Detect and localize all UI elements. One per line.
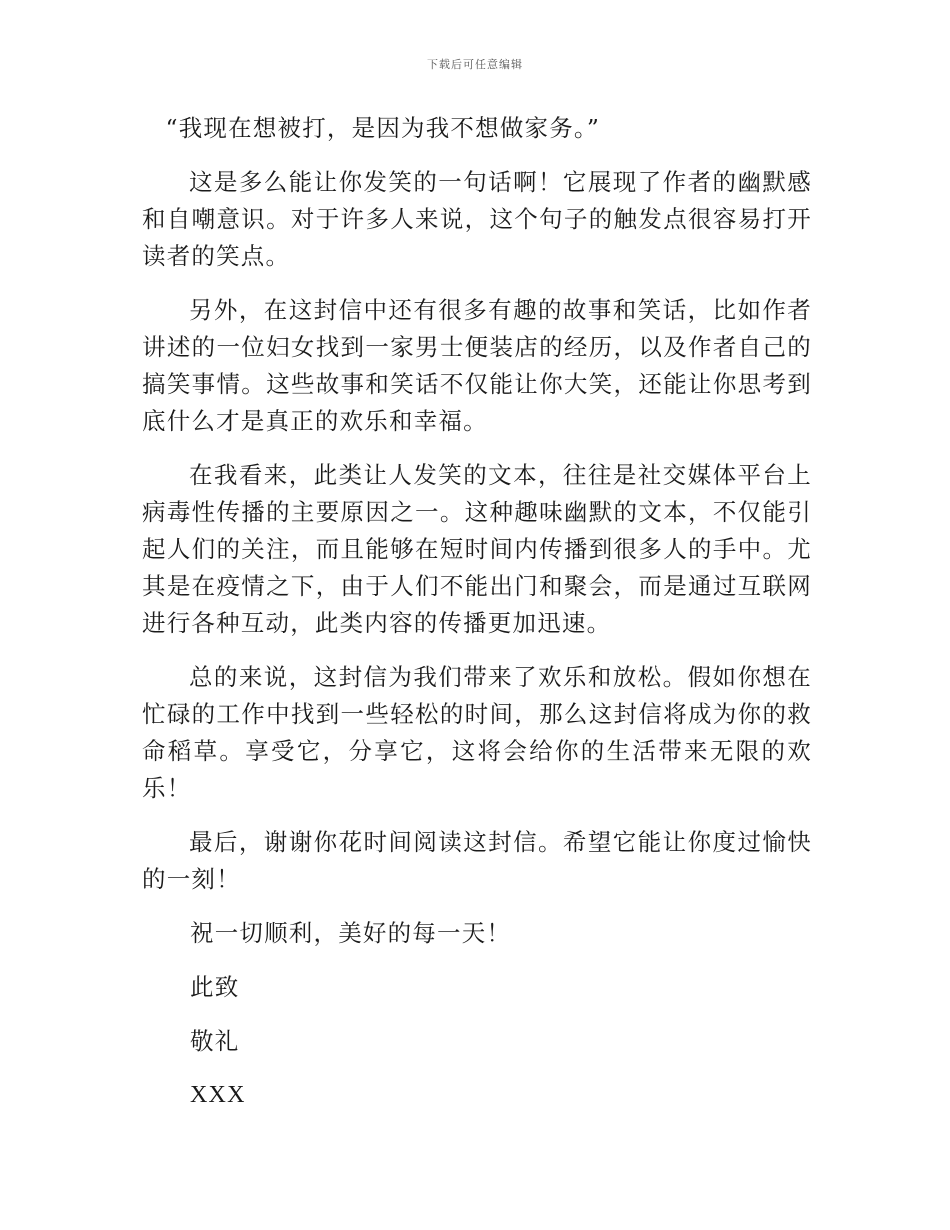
page-header: 下载后可任意编辑 [427,58,523,71]
letter-paragraph: 在我看来，此类让人发笑的文本，往往是社交媒体平台上病毒性传播的主要原因之一。这种趣味幽默的文本，不仅能引起人们的关注，而且能够在短时间内传播到很多人的手中。尤其是在疫情之下，由于人们不能出门和聚会，而是通过互联网进行各种互动，此类内容的传播更加迅速。 [142,461,812,637]
letter-closing-cizhi: 此致 [190,973,240,1001]
letter-paragraph-quote: “我现在想被打，是因为我不想做家务。” [165,114,601,142]
letter-signature: XXX [190,1082,246,1108]
letter-closing-jingli: 敬礼 [190,1027,240,1055]
letter-wishes: 祝一切顺利，美好的每一天！ [190,919,512,947]
letter-paragraph: 这是多么能让你发笑的一句话啊！它展现了作者的幽默感和自嘲意识。对于许多人来说，这个句子的触发点很容易打开读者的笑点。 [142,168,812,270]
letter-paragraph: 另外，在这封信中还有很多有趣的故事和笑话，比如作者讲述的一位妇女找到一家男士便装店的经历，以及作者自己的搞笑事情。这些故事和笑话不仅能让你大笑，还能让你思考到底什么才是真正的欢乐和幸福。 [142,296,812,435]
letter-body [142,110,812,1114]
letter-paragraph: 总的来说，这封信为我们带来了欢乐和放松。假如你想在忙碌的工作中找到一些轻松的时间，那么这封信将成为你的救命稻草。享受它，分享它，这将会给你的生活带来无限的欢乐！ [142,663,812,802]
letter-paragraph: 最后，谢谢你花时间阅读这封信。希望它能让你度过愉快的一刻！ [142,828,812,893]
